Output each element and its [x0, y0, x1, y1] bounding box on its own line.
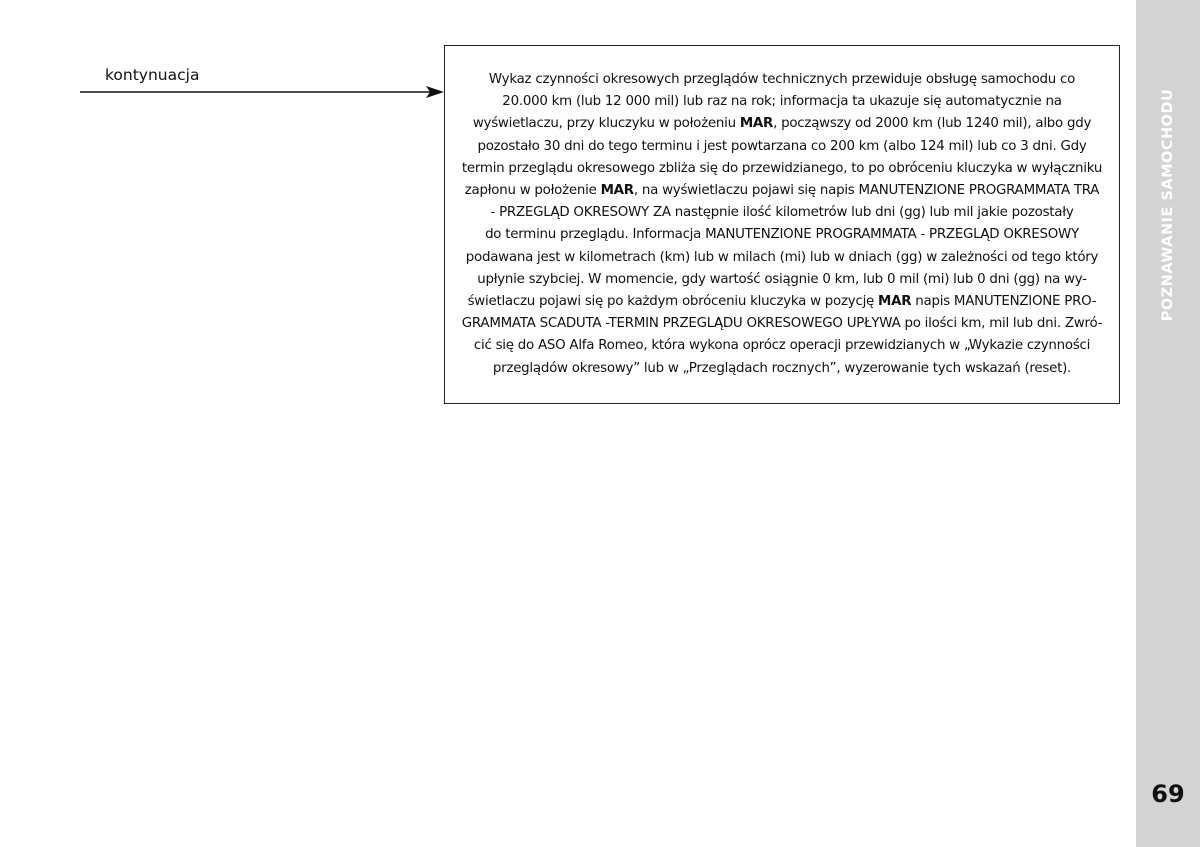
notice-text-segment: cić się do ASO Alfa Romeo, która wykona oprócz operacji przewidzianych w „Wykazie czynności — [473, 338, 1091, 354]
notice-line — [455, 113, 1109, 135]
notice-line — [455, 247, 1109, 269]
notice-line — [455, 69, 1109, 91]
notice-text-segment: wyświetlaczu, przy kluczyku w położeniu — [472, 116, 740, 132]
notice-line — [455, 269, 1109, 291]
section-label-text: POZNAWANIE SAMOCHODU — [1160, 88, 1176, 322]
section-label — [1158, 88, 1178, 322]
page-number: 69 — [1151, 780, 1185, 808]
key-position-emphasis: MAR — [600, 183, 634, 199]
maintenance-notice-box — [444, 45, 1120, 404]
notice-text-segment: GRAMMATA SCADUTA -TERMIN PRZEGLĄDU OKRESOWEGO UPŁYWA po ilości km, mil lub dni. Zwró- — [461, 316, 1103, 332]
notice-line — [455, 136, 1109, 158]
notice-text-segment: , na wyświetlaczu pojawi się napis MANUTENZIONE PROGRAMMATA TRA — [633, 183, 1100, 199]
key-position-emphasis: MAR — [878, 294, 912, 310]
notice-text-segment: , począwszy od 2000 km (lub 1240 mil), albo gdy — [773, 116, 1092, 132]
notice-line — [455, 313, 1109, 335]
notice-text-segment: podawana jest w kilometrach (km) lub w milach (mi) lub w dniach (gg) w zależności od tego który — [465, 249, 1099, 265]
arrow-right-icon — [80, 84, 446, 100]
notice-text-segment: 20.000 km (lub 12 000 mil) lub raz na rok; informacja ta ukazuje się automatycznie na — [502, 94, 1062, 110]
notice-line — [455, 158, 1109, 180]
notice-text-segment: termin przeglądu okresowego zbliża się do przewidzianego, to po obróceniu kluczyka w wyłączniku — [461, 160, 1103, 176]
notice-text-segment: do terminu przeglądu. Informacja MANUTENZIONE PROGRAMMATA - PRZEGLĄD OKRESOWY — [485, 227, 1079, 243]
notice-text-segment: pozostało 30 dni do tego terminu i jest powtarzana co 200 km (albo 124 mil) lub co 3 dni. Gdy — [477, 138, 1087, 154]
notice-text-segment: Wykaz czynności okresowych przeglądów technicznych przewiduje obsługę samochodu co — [488, 72, 1076, 87]
notice-line — [455, 202, 1109, 224]
notice-text-segment: upłynie szybciej. W momencie, gdy wartość osiągnie 0 km, lub 0 mil (mi) lub 0 dni (gg) na wy- — [477, 271, 1087, 287]
notice-text-segment: zapłonu w położenie — [464, 183, 601, 199]
notice-line — [455, 180, 1109, 202]
notice-line — [455, 335, 1109, 357]
notice-text-segment: napis MANUTENZIONE PRO- — [911, 294, 1097, 310]
notice-line — [455, 291, 1109, 313]
maintenance-notice-text — [455, 69, 1109, 380]
notice-line — [455, 91, 1109, 113]
notice-line — [455, 358, 1109, 380]
notice-text-segment: świetlaczu pojawi się po każdym obróceniu kluczyka w pozycję — [467, 294, 879, 310]
key-position-emphasis: MAR — [739, 116, 774, 132]
continuation-label: kontynuacja — [105, 66, 200, 84]
notice-text-segment: - PRZEGLĄD OKRESOWY ZA następnie ilość kilometrów lub dni (gg) lub mil jakie pozostały — [490, 205, 1074, 221]
notice-text-segment: przeglądów okresowy” lub w „Przeglądach rocznych”, wyzerowanie tych wskazań (reset). — [492, 360, 1072, 376]
notice-line — [455, 224, 1109, 246]
